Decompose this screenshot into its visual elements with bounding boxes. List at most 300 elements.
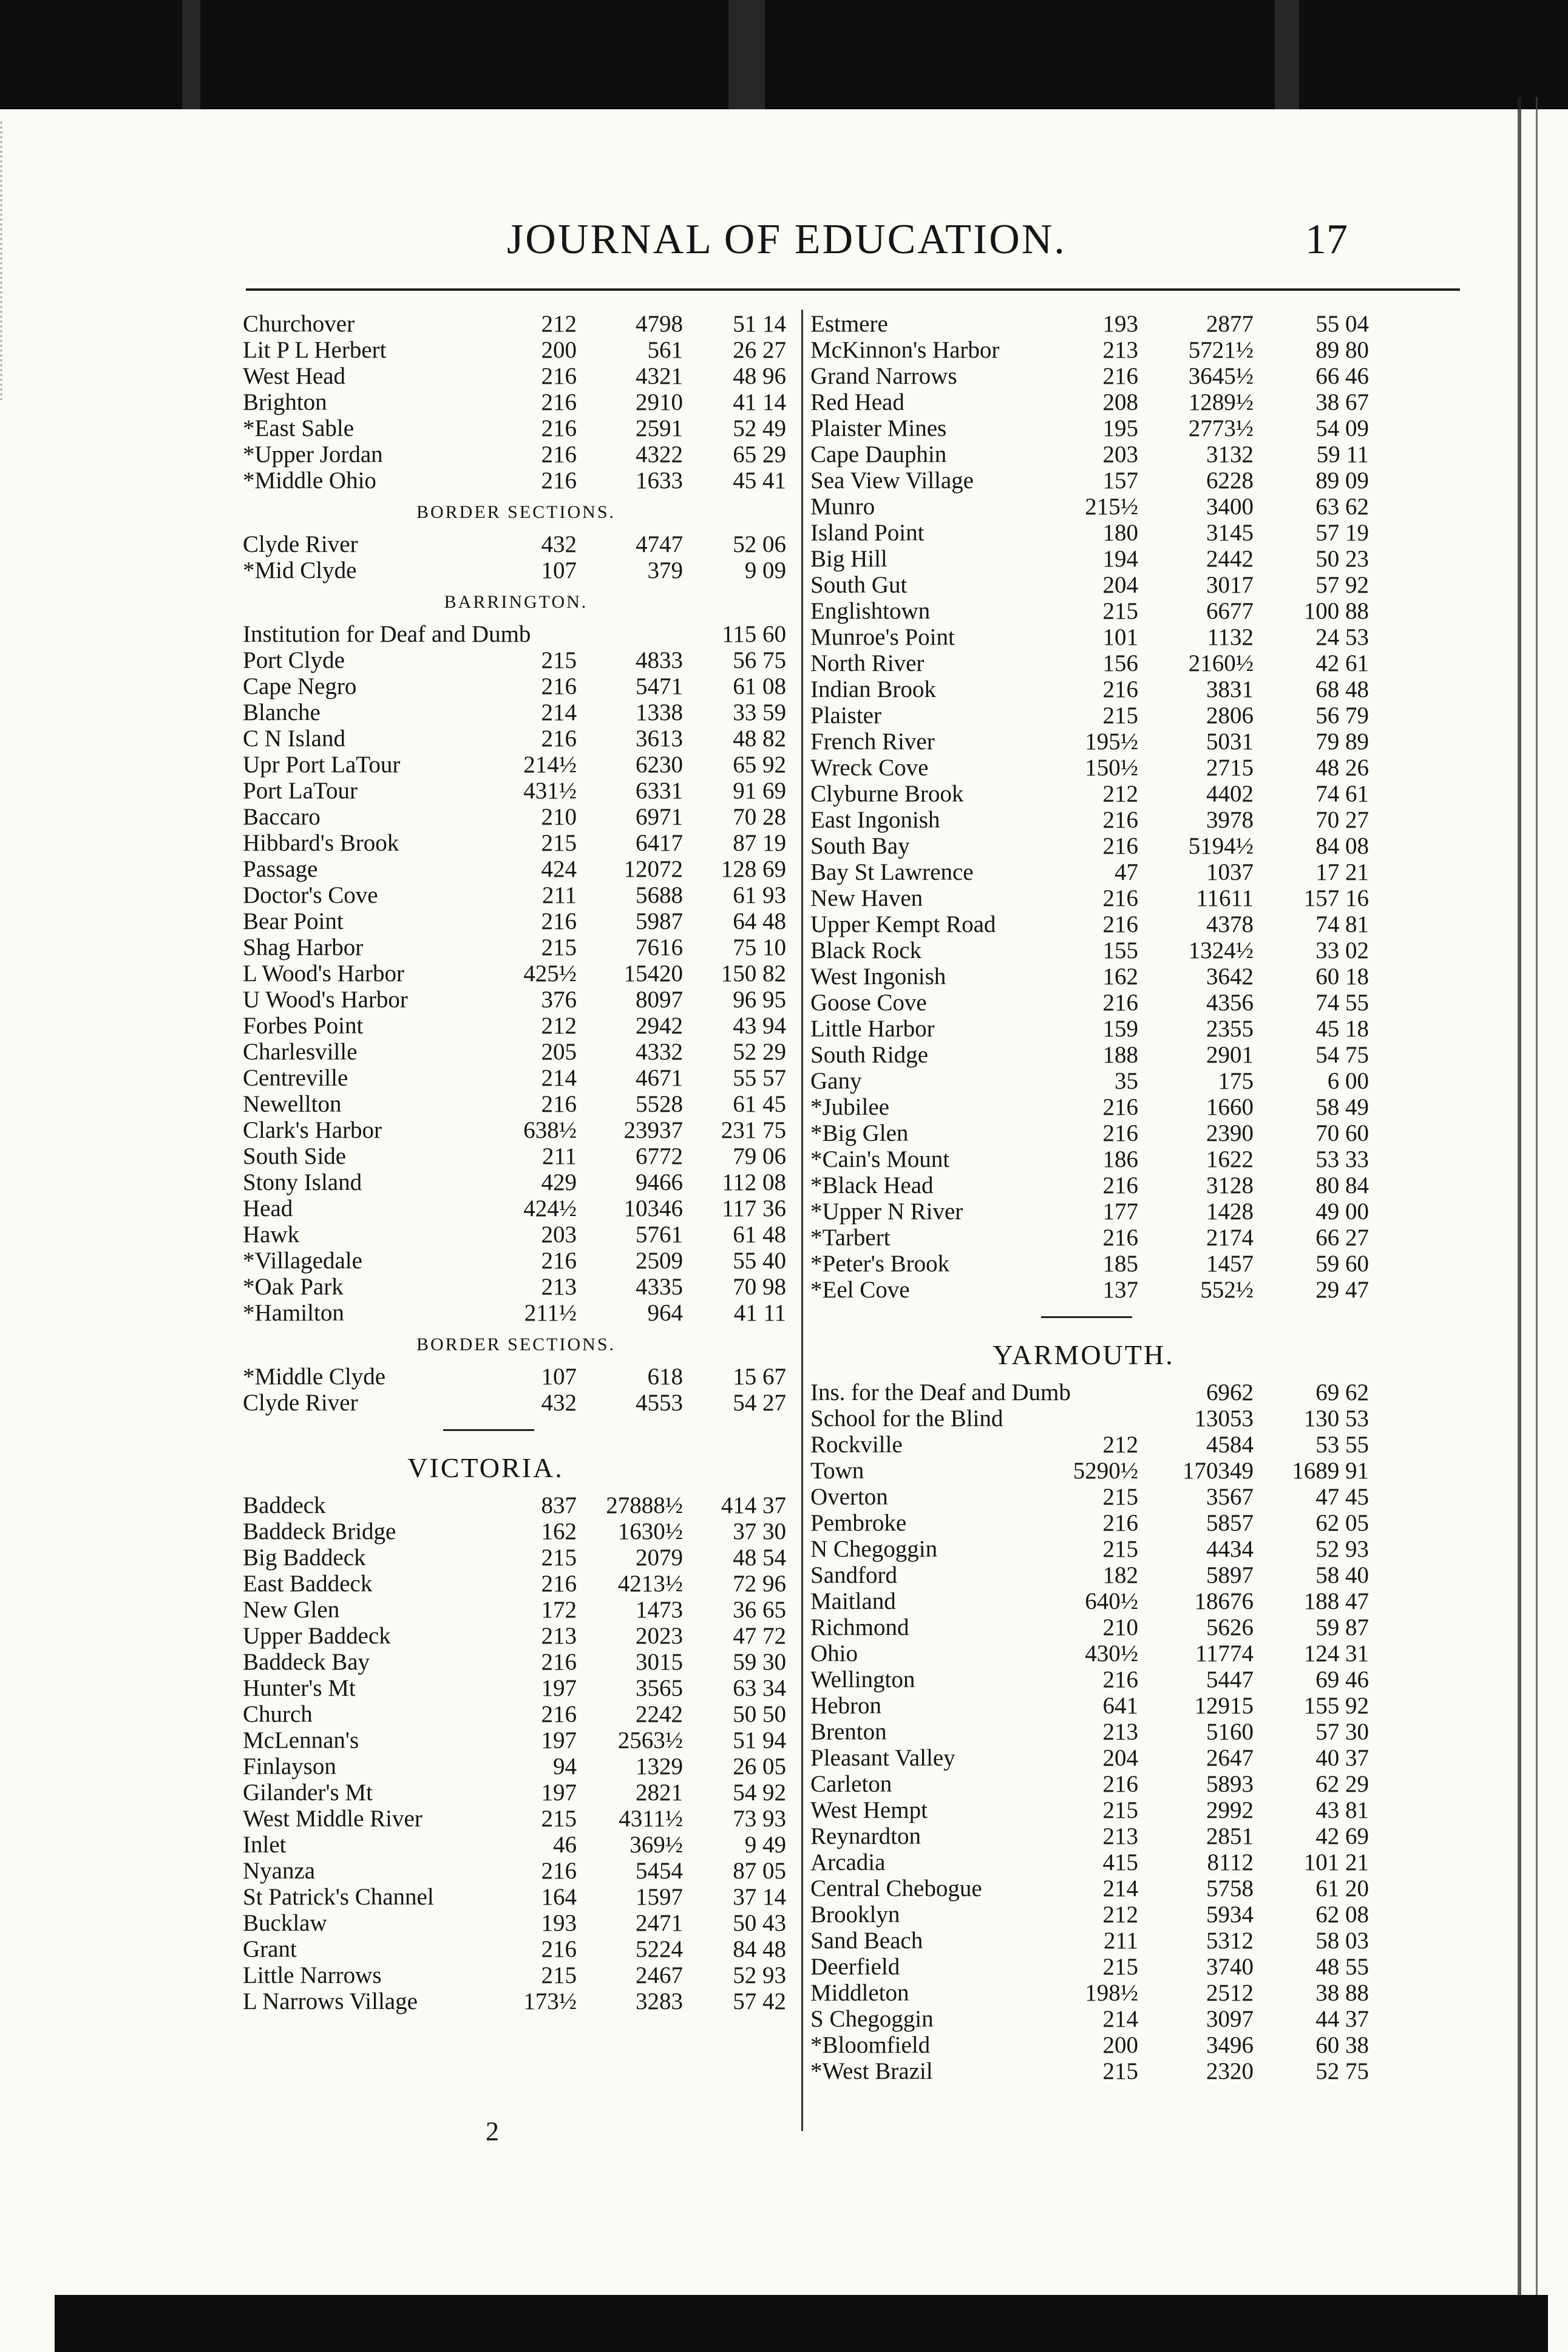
table-row	[810, 311, 1369, 337]
table-row	[243, 752, 789, 778]
table-row	[810, 1902, 1369, 1928]
section-name: Rockville	[810, 1432, 903, 1458]
grant-value: 414 37	[721, 1492, 786, 1518]
grant-value: 128 69	[721, 856, 786, 882]
attendance-value: 4322	[636, 441, 683, 467]
grant-value: 130 53	[1303, 1405, 1369, 1432]
table-row	[243, 1222, 789, 1248]
attendance-value: 5721½	[1188, 337, 1254, 363]
grant-value: 65 92	[733, 752, 786, 778]
section-name: West Middle River	[243, 1806, 423, 1832]
grant-value: 50 23	[1315, 546, 1369, 572]
section-heading: BARRINGTON.	[444, 592, 588, 612]
attendance-value: 5031	[1206, 729, 1254, 755]
attendance-value: 2851	[1206, 1823, 1254, 1849]
attendance-value: 6331	[636, 778, 683, 804]
grant-value: 69 62	[1315, 1379, 1369, 1405]
section-name: Port LaTour	[243, 778, 358, 804]
grant-value: 73 93	[733, 1806, 786, 1832]
attendance-value: 3145	[1206, 520, 1254, 546]
days-value: 216	[541, 726, 577, 752]
grant-value: 89 80	[1315, 337, 1369, 363]
attendance-value: 2079	[636, 1545, 683, 1571]
table-row	[243, 1806, 789, 1832]
grant-value: 38 67	[1315, 389, 1369, 415]
attendance-value: 2160½	[1188, 650, 1254, 676]
section-name: Overton	[810, 1484, 888, 1510]
attendance-value: 4213½	[617, 1571, 683, 1597]
section-name: Upper Kempt Road	[810, 911, 996, 937]
section-name: Upr Port LaTour	[243, 752, 401, 778]
table-row	[810, 415, 1369, 441]
grant-value: 42 69	[1315, 1823, 1369, 1849]
grant-value: 1689 91	[1292, 1458, 1369, 1484]
grant-value: 61 08	[733, 673, 786, 699]
attendance-value: 2942	[636, 1013, 683, 1039]
days-value: 215	[1102, 1484, 1138, 1510]
section-name: Gany	[810, 1068, 862, 1094]
grant-value: 48 55	[1315, 1954, 1369, 1980]
section-name: Grand Narrows	[810, 363, 957, 389]
days-value: 193	[1102, 311, 1138, 337]
table-row	[243, 830, 789, 856]
days-value: 156	[1102, 650, 1138, 676]
section-name: Finlayson	[243, 1753, 336, 1779]
grant-value: 61 45	[733, 1091, 786, 1117]
table-row	[243, 337, 789, 363]
table-row	[243, 1988, 789, 2014]
grant-value: 157 16	[1303, 885, 1369, 911]
days-value: 216	[541, 363, 577, 389]
grant-value: 36 65	[733, 1597, 786, 1623]
attendance-value: 3567	[1206, 1484, 1254, 1510]
section-name: West Hempt	[810, 1797, 928, 1823]
section-name: *West Brazil	[810, 2058, 933, 2084]
days-value: 204	[1102, 1745, 1138, 1771]
section-name: Estmere	[810, 311, 888, 337]
grant-value: 55 04	[1315, 311, 1369, 337]
section-name: South Bay	[810, 833, 910, 859]
days-value: 216	[541, 908, 577, 934]
section-name: Munroe's Point	[810, 624, 955, 650]
grant-value: 63 34	[733, 1675, 786, 1701]
grant-value: 117 36	[722, 1195, 786, 1222]
days-value: 194	[1102, 546, 1138, 572]
days-value: 640½	[1085, 1588, 1138, 1614]
scan-artifact	[728, 0, 765, 109]
table-row	[810, 494, 1369, 520]
days-value: 159	[1102, 1016, 1138, 1042]
scan-artifact	[182, 0, 200, 109]
table-row	[243, 1832, 789, 1858]
table-row	[810, 337, 1369, 363]
days-value: 212	[541, 1013, 577, 1039]
table-row	[810, 859, 1369, 885]
days-value: 216	[541, 389, 577, 415]
grant-value: 47 72	[733, 1623, 786, 1649]
grant-value: 89 09	[1315, 467, 1369, 494]
grant-value: 54 27	[733, 1390, 786, 1416]
grant-value: 40 37	[1315, 1745, 1369, 1771]
days-value: 216	[1102, 1510, 1138, 1536]
attendance-value: 5454	[636, 1858, 683, 1884]
section-name: Island Point	[810, 520, 925, 546]
days-value: 185	[1102, 1251, 1138, 1277]
attendance-value: 27888½	[606, 1492, 683, 1518]
days-value: 186	[1102, 1146, 1138, 1172]
days-value: 214	[1102, 2006, 1138, 2032]
grant-value: 65 29	[733, 441, 786, 467]
attendance-value: 1037	[1206, 859, 1254, 885]
days-value: 5290½	[1073, 1458, 1138, 1484]
attendance-value: 1338	[636, 699, 683, 726]
table-row	[243, 311, 789, 337]
attendance-value: 23937	[623, 1117, 683, 1143]
attendance-value: 2806	[1206, 702, 1254, 729]
attendance-value: 3017	[1206, 572, 1254, 598]
grant-value: 115 60	[722, 621, 786, 647]
days-value: 216	[541, 1701, 577, 1727]
days-value: 213	[1102, 1719, 1138, 1745]
table-row	[810, 676, 1369, 702]
grant-value: 47 45	[1315, 1484, 1369, 1510]
attendance-value: 3978	[1206, 807, 1254, 833]
days-value: 216	[541, 1649, 577, 1675]
left-column	[243, 311, 789, 2014]
grant-value: 101 21	[1303, 1849, 1369, 1875]
attendance-value: 1324½	[1188, 937, 1254, 964]
grant-value: 52 75	[1315, 2058, 1369, 2084]
grant-value: 70 98	[733, 1274, 786, 1300]
days-value: 216	[541, 415, 577, 441]
section-name: Carleton	[810, 1771, 892, 1797]
right-column	[810, 311, 1369, 2084]
table-row	[810, 2006, 1369, 2032]
days-value: 432	[541, 1390, 577, 1416]
grant-value: 37 14	[733, 1884, 786, 1910]
days-value: 216	[1102, 911, 1138, 937]
table-row	[243, 856, 789, 882]
table-row	[810, 755, 1369, 781]
section-name: Gilander's Mt	[243, 1779, 373, 1806]
table-row	[243, 1936, 789, 1962]
grant-value: 53 55	[1315, 1432, 1369, 1458]
grant-value: 80 84	[1315, 1172, 1369, 1198]
attendance-value: 2467	[636, 1962, 683, 1988]
grant-value: 56 79	[1315, 702, 1369, 729]
days-value: 215	[1102, 2058, 1138, 2084]
days-value: 94	[553, 1753, 577, 1779]
days-value: 837	[541, 1492, 577, 1518]
grant-value: 52 06	[733, 531, 786, 557]
days-value: 216	[541, 1571, 577, 1597]
days-value: 216	[541, 1091, 577, 1117]
table-row	[810, 1146, 1369, 1172]
attendance-value: 5194½	[1188, 833, 1254, 859]
attendance-value: 3496	[1206, 2032, 1254, 2058]
attendance-value: 10346	[623, 1195, 683, 1222]
days-value: 197	[541, 1727, 577, 1753]
days-value: 214	[1102, 1875, 1138, 1902]
grant-value: 29 47	[1315, 1277, 1369, 1303]
days-value: 162	[541, 1518, 577, 1545]
days-value: 210	[541, 804, 577, 830]
days-value: 47	[1115, 859, 1138, 885]
attendance-value: 2471	[636, 1910, 683, 1936]
table-row	[810, 1614, 1369, 1640]
grant-value: 37 30	[733, 1518, 786, 1545]
grant-value: 58 40	[1315, 1562, 1369, 1588]
attendance-value: 1329	[636, 1753, 683, 1779]
table-row	[810, 937, 1369, 964]
days-value: 172	[541, 1597, 577, 1623]
grant-value: 72 96	[733, 1571, 786, 1597]
table-row	[810, 363, 1369, 389]
days-value: 216	[1102, 363, 1138, 389]
section-name: S Chegoggin	[810, 2006, 934, 2032]
grant-value: 59 11	[1316, 441, 1369, 467]
section-name: *Villagedale	[243, 1248, 362, 1274]
grant-value: 52 29	[733, 1039, 786, 1065]
table-row	[243, 1013, 789, 1039]
table-row	[243, 1545, 789, 1571]
days-value: 216	[1102, 1667, 1138, 1693]
attendance-value: 3613	[636, 726, 683, 752]
section-name: West Head	[243, 363, 346, 389]
section-heading: BORDER SECTIONS.	[416, 1334, 616, 1354]
table-row	[810, 964, 1369, 990]
days-value: 177	[1102, 1198, 1138, 1225]
grant-value: 53 33	[1315, 1146, 1369, 1172]
days-value: 216	[541, 1248, 577, 1274]
attendance-value: 2715	[1206, 755, 1254, 781]
section-name: Little Narrows	[243, 1962, 382, 1988]
attendance-value: 4584	[1206, 1432, 1254, 1458]
attendance-value: 5758	[1206, 1875, 1254, 1902]
grant-value: 58 49	[1315, 1094, 1369, 1120]
section-name: Black Rock	[810, 937, 922, 964]
days-value: 150½	[1085, 755, 1138, 781]
grant-value: 41 11	[733, 1300, 786, 1326]
days-value: 216	[1102, 807, 1138, 833]
grant-value: 48 54	[733, 1545, 786, 1571]
days-value: 211½	[524, 1300, 577, 1326]
days-value: 211	[1103, 1928, 1138, 1954]
days-value: 205	[541, 1039, 577, 1065]
grant-value: 51 94	[733, 1727, 786, 1753]
attendance-value: 4434	[1206, 1536, 1254, 1562]
table-row	[243, 1571, 789, 1597]
table-row	[810, 1562, 1369, 1588]
table-row	[243, 1274, 789, 1300]
grant-value: 48 26	[1315, 755, 1369, 781]
table-row	[810, 598, 1369, 624]
table-row	[243, 1492, 789, 1518]
table-row	[810, 1536, 1369, 1562]
table-row	[810, 1251, 1369, 1277]
table-row	[243, 1065, 789, 1091]
grant-value: 60 38	[1315, 2032, 1369, 2058]
attendance-value: 4671	[636, 1065, 683, 1091]
section-name: East Ingonish	[810, 807, 940, 833]
attendance-value: 2563½	[617, 1727, 683, 1753]
attendance-value: 3400	[1206, 494, 1254, 520]
attendance-value: 4553	[636, 1390, 683, 1416]
table-row	[243, 1597, 789, 1623]
table-row	[810, 1432, 1369, 1458]
days-value: 216	[541, 673, 577, 699]
section-name: Nyanza	[243, 1858, 316, 1884]
days-value: 214½	[523, 752, 577, 778]
attendance-value: 12915	[1194, 1693, 1254, 1719]
section-name: French River	[810, 729, 935, 755]
table-row	[243, 1195, 789, 1222]
table-row	[810, 441, 1369, 467]
section-name: New Haven	[810, 885, 923, 911]
days-value: 215½	[1085, 494, 1138, 520]
attendance-value: 11611	[1196, 885, 1254, 911]
grant-value: 61 48	[733, 1222, 786, 1248]
grant-value: 41 14	[733, 389, 786, 415]
attendance-value: 4335	[636, 1274, 683, 1300]
days-value: 197	[541, 1779, 577, 1806]
grant-value: 57 92	[1315, 572, 1369, 598]
grant-value: 231 75	[721, 1117, 786, 1143]
section-name: Wellington	[810, 1667, 915, 1693]
attendance-value: 175	[1218, 1068, 1254, 1094]
grant-value: 45 18	[1315, 1016, 1369, 1042]
table-row	[810, 990, 1369, 1016]
section-name: Goose Cove	[810, 990, 927, 1016]
grant-value: 6 00	[1327, 1068, 1369, 1094]
grant-value: 17 21	[1315, 859, 1369, 885]
table-row	[810, 1693, 1369, 1719]
table-row	[810, 781, 1369, 807]
table-section	[243, 531, 789, 583]
section-rule	[810, 1303, 1357, 1331]
table-section	[243, 1364, 789, 1416]
section-name: Clyde River	[243, 531, 358, 557]
table-row	[243, 1390, 789, 1416]
attendance-value: 2242	[636, 1701, 683, 1727]
table-row	[810, 467, 1369, 494]
attendance-value: 618	[647, 1364, 683, 1390]
days-value: 155	[1102, 937, 1138, 964]
attendance-value: 4747	[636, 531, 683, 557]
grant-value: 74 81	[1315, 911, 1369, 937]
grant-value: 42 61	[1315, 650, 1369, 676]
attendance-value: 3015	[636, 1649, 683, 1675]
attendance-value: 5626	[1206, 1614, 1254, 1640]
section-name: Doctor's Cove	[243, 882, 378, 908]
table-row	[243, 647, 789, 673]
section-name: Plaister Mines	[810, 415, 947, 441]
attendance-value: 1473	[636, 1597, 683, 1623]
attendance-value: 552½	[1200, 1277, 1254, 1303]
days-value: 216	[541, 1936, 577, 1962]
days-value: 213	[1102, 1823, 1138, 1849]
days-value: 35	[1115, 1068, 1138, 1094]
grant-value: 64 48	[733, 908, 786, 934]
attendance-value: 5224	[636, 1936, 683, 1962]
days-value: 157	[1102, 467, 1138, 494]
days-value: 197	[541, 1675, 577, 1701]
grant-value: 54 92	[733, 1779, 786, 1806]
section-name: Ohio	[810, 1640, 858, 1667]
attendance-value: 4356	[1206, 990, 1254, 1016]
days-value: 213	[541, 1623, 577, 1649]
grant-value: 52 93	[733, 1962, 786, 1988]
days-value: 215	[1102, 598, 1138, 624]
section-name: Baddeck Bridge	[243, 1518, 396, 1545]
table-row	[243, 1649, 789, 1675]
days-value: 180	[1102, 520, 1138, 546]
table-row	[810, 1875, 1369, 1902]
table-row	[243, 441, 789, 467]
section-name: Middleton	[810, 1980, 909, 2006]
table-row	[243, 531, 789, 557]
section-name: Passage	[243, 856, 318, 882]
section-name: Pleasant Valley	[810, 1745, 955, 1771]
table-row	[243, 1117, 789, 1143]
section-name: West Ingonish	[810, 964, 946, 990]
days-value: 210	[1102, 1614, 1138, 1640]
grant-value: 79 89	[1315, 729, 1369, 755]
section-name: Blanche	[243, 699, 321, 726]
section-name: Baddeck Bay	[243, 1649, 370, 1675]
table-row	[810, 1484, 1369, 1510]
attendance-value: 5528	[636, 1091, 683, 1117]
days-value: 215	[1102, 1954, 1138, 1980]
table-row	[243, 415, 789, 441]
attendance-value: 5312	[1206, 1928, 1254, 1954]
attendance-value: 18676	[1194, 1588, 1254, 1614]
grant-value: 188 47	[1303, 1588, 1369, 1614]
section-name: U Wood's Harbor	[243, 987, 408, 1013]
days-value: 424	[541, 856, 577, 882]
days-value: 216	[1102, 1771, 1138, 1797]
grant-value: 43 81	[1315, 1797, 1369, 1823]
grant-value: 24 53	[1315, 624, 1369, 650]
attendance-value: 6417	[636, 830, 683, 856]
grant-value: 49 00	[1315, 1198, 1369, 1225]
attendance-value: 170349	[1183, 1458, 1254, 1484]
grant-value: 50 43	[733, 1910, 786, 1936]
section-name: Maitland	[810, 1588, 896, 1614]
days-value: 107	[541, 557, 577, 583]
table-row	[243, 673, 789, 699]
grant-value: 68 48	[1315, 676, 1369, 702]
table-row	[243, 1364, 789, 1390]
table-row	[243, 1753, 789, 1779]
table-row	[243, 1091, 789, 1117]
grant-value: 43 94	[733, 1013, 786, 1039]
attendance-value: 13053	[1194, 1405, 1254, 1432]
attendance-value: 3097	[1206, 2006, 1254, 2032]
grant-value: 62 29	[1315, 1771, 1369, 1797]
attendance-value: 4378	[1206, 911, 1254, 937]
grant-value: 9 09	[744, 557, 786, 583]
days-value: 137	[1102, 1277, 1138, 1303]
table-row	[243, 1727, 789, 1753]
days-value: 203	[541, 1222, 577, 1248]
section-name: Forbes Point	[243, 1013, 364, 1039]
section-name: Clark's Harbor	[243, 1117, 382, 1143]
attendance-value: 2355	[1206, 1016, 1254, 1042]
days-value: 638½	[523, 1117, 577, 1143]
section-name: Institution for Deaf and Dumb	[243, 621, 531, 647]
table-row	[810, 1510, 1369, 1536]
